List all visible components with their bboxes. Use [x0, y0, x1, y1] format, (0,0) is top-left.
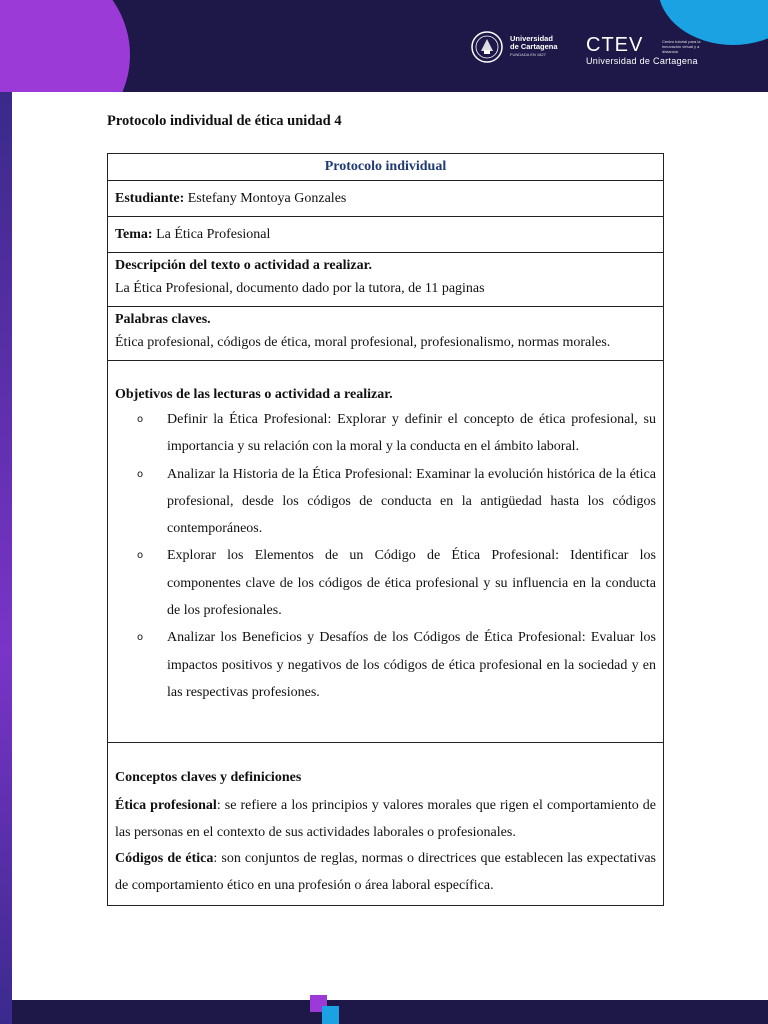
keywords-value: Ética profesional, códigos de ética, moral profesional, profesionalismo, normas morales.	[115, 335, 611, 350]
logo-ucart-line1: Universidad	[510, 34, 553, 43]
concept-term: Códigos de ética	[115, 851, 214, 866]
header-band	[0, 0, 768, 92]
list-item: o Definir la Ética Profesional: Explorar y definir el concepto de ética profesional, su importancia y su relación con la moral y la conducta en el ámbito laboral.	[137, 406, 656, 461]
list-item: o Analizar la Historia de la Ética Profesional: Examinar la evolución histórica de la ética profesional, desde los códigos de conducta en la antigüedad hasta los códigos contemporáneos.	[137, 461, 656, 543]
decorative-blue-square	[322, 1006, 339, 1024]
student-value: Estefany Montoya Gonzales	[184, 191, 347, 206]
ctev-logo-sub: Universidad de Cartagena	[586, 56, 698, 66]
list-item: o Analizar los Beneficios y Desafíos de los Códigos de Ética Profesional: Evaluar los impactos positivos y negativos de los códigos de ética profesional en la sociedad y en las respectivas profesiones.	[137, 624, 656, 706]
logo-ucart-line3: FUNDADA EN 1827	[510, 52, 546, 57]
concept-term: Ética profesional	[115, 798, 217, 813]
bullet-icon: o	[137, 632, 144, 644]
student-label: Estudiante:	[115, 191, 185, 206]
description-value: La Ética Profesional, documento dado por la tutora, de 11 paginas	[115, 281, 485, 296]
university-seal-icon	[470, 30, 504, 64]
concept-definition: Ética profesional: se refiere a los principios y valores morales que rigen el comportamiento de las personas en el contexto de sus actividades laborales o profesionales.	[115, 798, 656, 840]
universidad-cartagena-logo	[470, 30, 558, 64]
footer-band	[12, 1000, 768, 1024]
topic-label: Tema:	[115, 227, 153, 242]
concepts-label: Conceptos claves y definiciones	[115, 770, 302, 785]
document-title: Protocolo individual de ética unidad 4	[107, 113, 342, 129]
decorative-purple-shape	[0, 0, 130, 92]
bullet-icon: o	[137, 468, 144, 480]
table-row-heading	[108, 154, 664, 181]
bullet-icon: o	[137, 414, 144, 425]
ctev-logo-side: Centro tutorial para la innovación virtual y a distancia	[662, 39, 701, 54]
ctev-logo-main: CTEV	[586, 34, 644, 56]
table-row-keywords	[108, 307, 664, 361]
table-row-objectives	[108, 361, 664, 743]
table-heading: Protocolo individual	[108, 154, 664, 181]
concept-definition: Códigos de ética: son conjuntos de reglas, normas o directrices que establecen las expectativas de comportamiento ético en una profesión o área laboral específica.	[115, 851, 656, 893]
logo-ucart-line2: de Cartagena	[510, 42, 558, 51]
table-row-description	[108, 253, 664, 307]
table-row-concepts	[108, 743, 664, 906]
description-label: Descripción del texto o actividad a realizar.	[115, 258, 373, 273]
topic-value: La Ética Profesional	[152, 227, 271, 242]
table-row-topic	[108, 217, 664, 253]
protocol-table	[107, 153, 664, 906]
keywords-label: Palabras claves.	[115, 312, 211, 327]
table-row-student	[108, 181, 664, 217]
list-item: o Explorar los Elementos de un Código de Ética Profesional: Identificar los componentes clave de los códigos de ética profesional y su influencia en la conducta de los profesionales.	[137, 542, 656, 624]
objectives-list	[115, 406, 656, 706]
bullet-icon: o	[137, 550, 144, 562]
ctev-logo	[586, 34, 701, 66]
left-decorative-strip	[0, 92, 12, 1024]
objectives-label: Objetivos de las lecturas o actividad a realizar.	[115, 387, 393, 402]
